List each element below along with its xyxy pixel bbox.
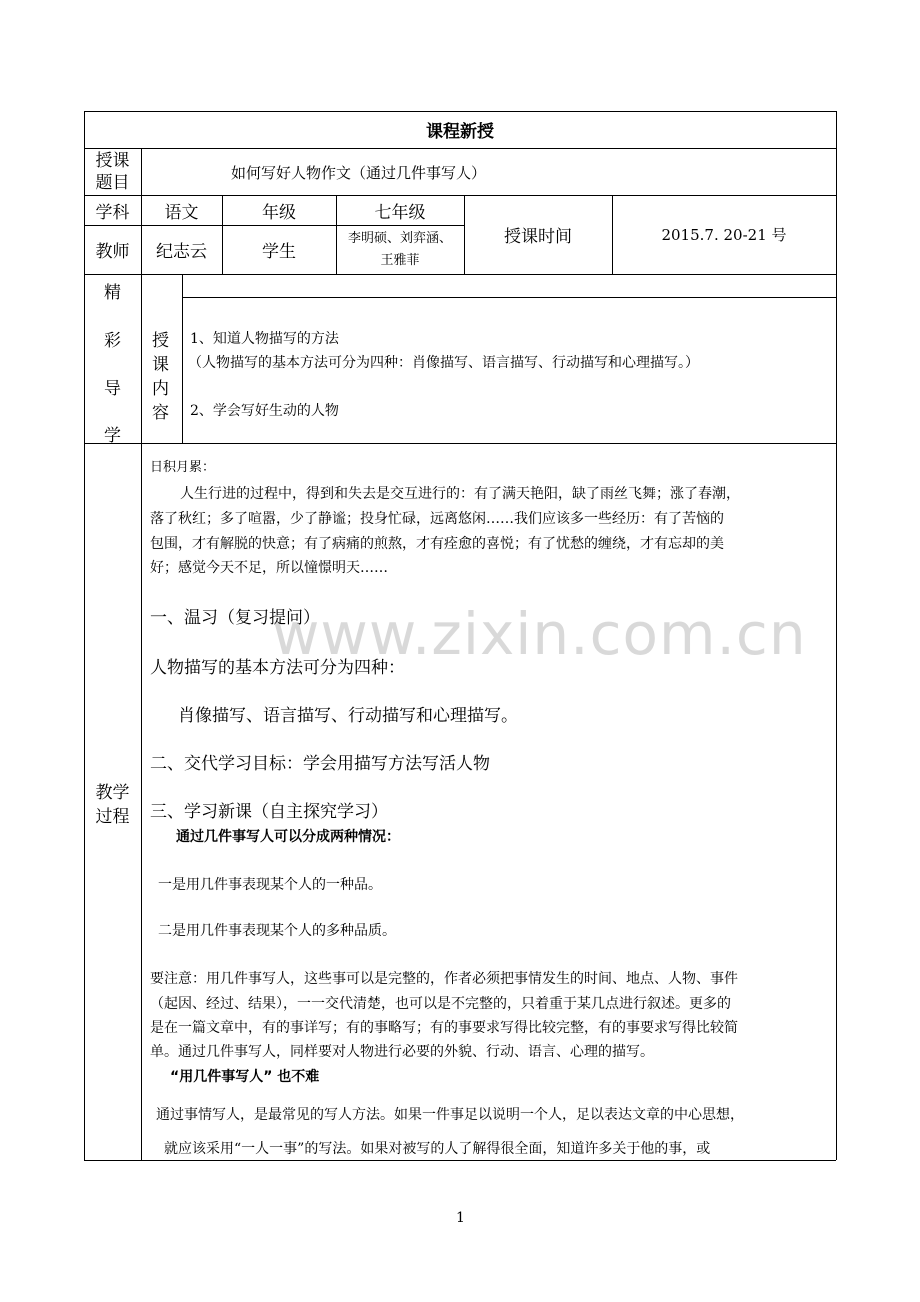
note-line: 单。通过几件事写人，同样要对人物进行必要的外貌、行动、语言、心理的描写。 <box>150 1044 654 1060</box>
topic-label-line2: 题目 <box>95 172 130 193</box>
subject-value: 语文 <box>164 202 199 223</box>
content-label-char: 内 <box>152 379 169 399</box>
subject-label: 学科 <box>95 202 130 223</box>
tail-line: 通过事情写人，是最常见的写人方法。如果一件事足以说明一个人，足以表达文章的中心思想， <box>156 1107 744 1123</box>
note-line: （起因、经过、结果），一一交代清楚，也可以是不完整的，只着重于某几点进行叙述。更多的 <box>150 996 731 1012</box>
page-number: 1 <box>456 1210 465 1226</box>
review-answer: 肖像描写、语言描写、行动描写和心理描写。 <box>178 706 518 726</box>
watermark: www.zixin.com.cn <box>272 600 807 668</box>
section-new-lesson: 三、学习新课（自主探究学习） <box>150 802 388 822</box>
daily-line: 人生行进的过程中，得到和失去是交互进行的：有了满天艳阳，缺了雨丝飞舞；涨了春潮， <box>180 486 740 502</box>
intro-side-char: 学 <box>104 426 121 446</box>
cases-heading: 通过几件事写人可以分成两种情况： <box>176 829 400 845</box>
grade-label: 年级 <box>262 202 296 223</box>
teacher-label: 教师 <box>95 242 130 262</box>
intro-item-1-detail: （人物描写的基本方法可分为四种：肖像描写、语言描写、行动描写和心理描写。） <box>188 355 699 371</box>
process-label-line2: 过程 <box>95 807 130 827</box>
note-line: 是在一篇文章中，有的事详写；有的事略写；有的事要求写得比较完整，有的事要求写得比较简 <box>150 1020 738 1036</box>
subheading-not-hard: “用几件事写人” 也不难 <box>170 1069 320 1085</box>
topic-label <box>84 148 141 195</box>
content-label-char: 授 <box>152 331 169 351</box>
student-label: 学生 <box>262 242 296 262</box>
intro-item-1: 1、知道人物描写的方法 <box>190 331 339 347</box>
content-label-char: 课 <box>152 355 169 375</box>
student-names-line2: 王雅菲 <box>380 252 420 268</box>
student-names-line1: 李明硕、刘弈涵、 <box>347 230 452 246</box>
section-review: 一、温习（复习提问） <box>150 608 320 628</box>
daily-title: 日积月累： <box>150 460 216 475</box>
review-question: 人物描写的基本方法可分为四种： <box>150 658 405 678</box>
topic-value: 如何写好人物作文（通过几件事写人） <box>231 164 487 182</box>
intro-side-char: 彩 <box>104 331 121 351</box>
teacher-value: 纪志云 <box>156 242 207 262</box>
process-label <box>84 780 141 830</box>
process-label-line1: 教学 <box>95 783 130 803</box>
topic-label-line1: 授课 <box>95 150 130 171</box>
note-line: 要注意：用几件事写人，这些事可以是完整的，作者必须把事情发生的时间、地点、人物、事件 <box>150 971 738 987</box>
daily-line: 好；感觉今天不足，所以憧憬明天…… <box>150 560 388 576</box>
daily-line: 包围，才有解脱的快意；有了病痛的煎熬，才有痊愈的喜悦；有了忧愁的缠绕，才有忘却的美 <box>150 536 724 552</box>
tail-line: 就应该采用“一人一事”的写法。如果对被写的人了解得很全面，知道许多关于他的事，或 <box>164 1141 711 1157</box>
section-goal: 二、交代学习目标：学会用描写方法写活人物 <box>150 754 490 774</box>
content-label-char: 容 <box>152 403 169 423</box>
daily-line: 落了秋红；多了喧嚣，少了静谧；投身忙碌，远离悠闲……我们应该多一些经历：有了苦恼的 <box>150 511 724 527</box>
page-title: 课程新授 <box>426 122 494 142</box>
time-value: 2015.7. 20-21 号 <box>661 226 787 244</box>
grade-value: 七年级 <box>374 202 426 223</box>
time-label: 授课时间 <box>504 227 572 247</box>
student-names <box>336 225 464 274</box>
case-one: 一是用几件事表现某个人的一种品。 <box>158 877 382 893</box>
intro-item-2: 2、学会写好生动的人物 <box>190 403 339 419</box>
case-two: 二是用几件事表现某个人的多种品质。 <box>158 923 396 939</box>
intro-side-char: 精 <box>104 283 121 303</box>
intro-side-char: 导 <box>104 379 121 399</box>
